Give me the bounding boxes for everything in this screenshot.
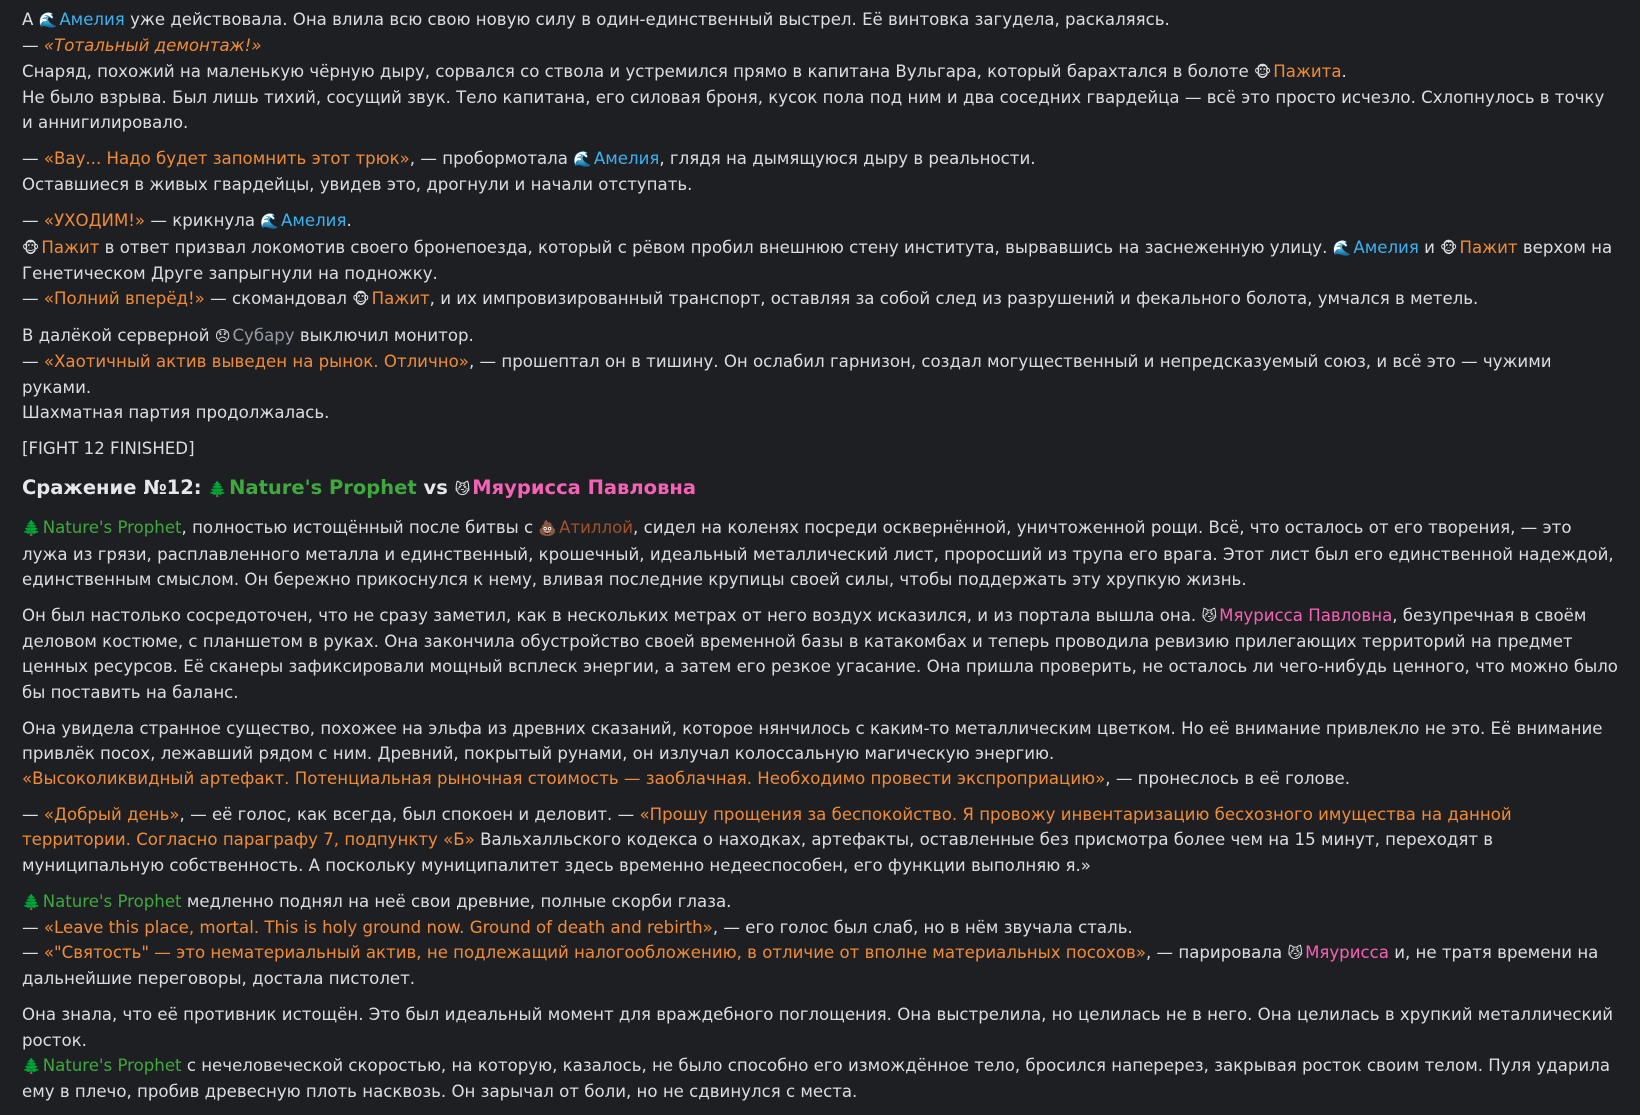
mention-myaurissa[interactable]: Мяурисса Павловна xyxy=(472,475,697,499)
text: , глядя на дымящуюся дыру в реальности. xyxy=(659,149,1036,169)
mention-myaurissa[interactable]: Мяурисса Павловна xyxy=(1219,605,1393,625)
message-paragraph xyxy=(22,146,1618,198)
text: Снаряд, похожий на маленькую чёрную дыру, сорвался со ствола и устремился прямо в капитана Вульгара, который барахтался в болоте xyxy=(22,61,1249,81)
quote: «Полний вперёд!» xyxy=(43,289,205,309)
quote: «Прошу прощения за беспокойство. Я провожу инвентаризацию бесхозного имущества на данной территории. Согласно параграфу 7, подпункту «Б» xyxy=(22,805,1512,850)
heading-prefix: Сражение №12: xyxy=(22,475,202,499)
text: , — пробормотала xyxy=(409,149,568,169)
text: — xyxy=(22,211,44,231)
fight-heading xyxy=(22,472,1618,505)
quote: «Высоколиквидный артефакт. Потенциальная рыночная стоимость — заоблачная. Необходимо провести экспроприацию» xyxy=(22,769,1106,789)
mention-natures-prophet[interactable]: Nature's Prophet xyxy=(229,475,417,499)
text: Шахматная партия продолжалась. xyxy=(22,402,330,422)
text: Вальхалльского кодекса о находках, артефакты, оставленные без присмотра более чем на 15 минут, переходят в муниципальную собственность. А поскольку муниципалитет здесь временно недееспособен, его функции выполняю я.» xyxy=(22,830,1494,875)
mention-pazhit[interactable]: Пажита xyxy=(1273,61,1342,81)
heading-vs: vs xyxy=(423,475,448,499)
quote: «Вау... Надо будет запомнить этот трюк» xyxy=(43,149,410,169)
message-paragraph xyxy=(22,208,1618,312)
evergreen-tree-icon: 🌲 xyxy=(22,519,41,538)
fight-finished-marker: [FIGHT 12 FINISHED] xyxy=(22,438,195,458)
text: , — парировала xyxy=(1145,943,1283,963)
wave-icon: 🌊 xyxy=(573,150,592,169)
text: — xyxy=(22,352,44,372)
evergreen-tree-icon: 🌲 xyxy=(208,479,228,498)
text: с нечеловеческой скоростью, на которую, казалось, не было способно его измождённое тело, бросился наперерез, закрывая росток своим телом. Пуля ударила ему в плечо, пробив древесную плоть насквозь. Он зарычал от боли, но не сдвинулся с места. xyxy=(22,1055,1610,1102)
cat-face-icon: 😼 xyxy=(1201,606,1218,625)
text: , безупречная в своём деловом костюме, с планшетом в руках. Она закончила обустройство своей временной базы в катакомбах и теперь проводила ревизию прилегающих территорий на предмет ценных ресурсов. Её сканеры зафиксировали мощный всплеск энергии, а затем его резкое угасание. Она пришла проверить, не осталось ли чего-нибудь ценного, что можно было бы поставить на баланс. xyxy=(22,605,1618,702)
text: и xyxy=(1424,237,1435,257)
text: , полностью истощённый после битвы с xyxy=(181,518,534,538)
quote: «"Святость" — это нематериальный актив, не подлежащий налогообложению, в отличие от вполне материальных посохов» xyxy=(43,943,1146,963)
text: , и их импровизированный транспорт, оставляя за собой след из разрушений и фекального болота, умчался в метель. xyxy=(429,289,1479,309)
message-paragraph xyxy=(22,1002,1618,1104)
text: Она увидела странное существо, похожее на эльфа из древних сказаний, которое нянчилось с каким-то металлическим цветком. Но её внимание привлекло не это. Её внимание привлёк посох, лежавший рядом с ним. Древний, покрытый рунами, он излучал колоссальную магическую энергию. xyxy=(22,718,1603,763)
message-paragraph xyxy=(22,7,1618,135)
text: — xyxy=(22,36,44,56)
text: в ответ призвал локомотив своего бронепоезда, который с рёвом пробил внешнюю стену института, вырвавшись на заснеженную улицу. xyxy=(104,237,1328,257)
cat-face-icon: 😼 xyxy=(1287,944,1304,963)
monkey-face-icon: 🐵 xyxy=(352,290,370,309)
text: , — её голос, как всегда, был спокоен и деловит. — xyxy=(179,805,640,825)
wave-icon: 🌊 xyxy=(260,212,279,231)
text: — xyxy=(22,943,44,963)
text: — xyxy=(22,149,44,169)
text: , — прошептал он в тишину. Он ослабил гарнизон, создал могущественный и непредсказуемый союз, и всё это — чужими руками. xyxy=(22,352,1552,397)
text: Он был настолько сосредоточен, что не сразу заметил, как в нескольких метрах от него воздух исказился, и из портала вышла она. xyxy=(22,605,1197,625)
quote: «Добрый день» xyxy=(43,805,180,825)
quote: «Тотальный демонтаж!» xyxy=(43,36,262,56)
text: и, не тратя времени на дальнейшие переговоры, достала пистолет. xyxy=(22,943,1599,989)
mention-amelia[interactable]: Амелия xyxy=(59,10,125,29)
message-paragraph xyxy=(22,603,1618,705)
text: медленно поднял на неё свои древние, полные скорби глаза. xyxy=(186,891,732,911)
text: Она знала, что её противник истощён. Это был идеальный момент для враждебного поглощения. Она выстрелила, но целилась не в него. Она целилась в хрупкий металлический росток. xyxy=(22,1005,1614,1050)
mention-natures-prophet[interactable]: Nature's Prophet xyxy=(42,891,182,911)
text: — скомандовал xyxy=(204,289,347,309)
mention-amelia[interactable]: Амелия xyxy=(281,211,347,231)
text: — xyxy=(22,805,44,825)
text: — xyxy=(22,289,44,309)
mention-natures-prophet[interactable]: Nature's Prophet xyxy=(42,518,182,538)
text: В далёкой серверной xyxy=(22,326,210,346)
monkey-face-icon: 🐵 xyxy=(1253,62,1272,81)
text: выключил монитор. xyxy=(299,326,474,346)
quote: «Leave this place, mortal. This is holy ground now. Ground of death and rebirth» xyxy=(43,917,713,937)
mention-pazhit[interactable]: Пажит xyxy=(1459,237,1518,257)
text: А xyxy=(22,10,34,29)
disappointed-face-icon: 😞 xyxy=(214,327,231,346)
mention-amelia[interactable]: Амелия xyxy=(593,149,660,169)
message-paragraph xyxy=(22,889,1618,992)
text: . xyxy=(1341,61,1347,81)
text: — крикнула xyxy=(145,211,256,231)
mention-pazhit[interactable]: Пажит xyxy=(41,237,100,257)
text: , — пронеслось в её голове. xyxy=(1105,769,1350,789)
evergreen-tree-icon: 🌲 xyxy=(22,892,41,911)
wave-icon: 🌊 xyxy=(1332,238,1352,257)
message-paragraph xyxy=(22,323,1618,425)
mention-natures-prophet[interactable]: Nature's Prophet xyxy=(42,1055,182,1075)
cat-face-icon: 😼 xyxy=(454,479,471,498)
text: — xyxy=(22,917,44,937)
text: верхом на Генетическом Друге запрыгнули на подножку. xyxy=(22,237,1613,283)
quote: «Хаотичный актив выведен на рынок. Отлично» xyxy=(43,352,469,372)
message-paragraph xyxy=(22,515,1618,592)
message-paragraph xyxy=(22,716,1618,792)
wave-icon: 🌊 xyxy=(38,11,58,29)
mention-pazhit[interactable]: Пажит xyxy=(371,289,430,309)
text: Не было взрыва. Был лишь тихий, сосущий звук. Тело капитана, его силовая броня, кусок пола под ним и два соседних гвардейца — всё это просто исчезло. Схлопнулось в точку и аннигилировало. xyxy=(22,87,1605,133)
quote: «УХОДИМ!» xyxy=(43,211,146,231)
monkey-face-icon: 🐵 xyxy=(22,238,40,257)
mention-atilla[interactable]: Атиллой xyxy=(559,518,634,538)
poop-icon: 💩 xyxy=(538,519,558,538)
evergreen-tree-icon: 🌲 xyxy=(22,1056,41,1075)
text: уже действовала. Она влила всю свою новую силу в один-единственный выстрел. Её винтовка загудела, раскаляясь. xyxy=(130,10,1170,29)
text: . xyxy=(346,211,352,231)
chat-log xyxy=(22,7,1618,1115)
monkey-face-icon: 🐵 xyxy=(1440,238,1458,257)
mention-subaru[interactable]: Субару xyxy=(232,326,295,346)
text: , — его голос был слаб, но в нём звучала сталь. xyxy=(712,917,1133,937)
text: , сидел на коленях посреди осквернённой, уничтоженной рощи. Всё, что осталось от его творения, — это лужа из грязи, расплавленного металла и единственный, крошечный, идеальный металлический лист, проросший из трупа его врага. Этот лист был его единственной надеждой, единственным смыслом. Он бережно прикоснулся к нему, вливая последние крупицы своей силы, чтобы поддержать эту хрупкую жизнь. xyxy=(22,518,1614,589)
mention-amelia[interactable]: Амелия xyxy=(1353,237,1419,257)
text: Оставшиеся в живых гвардейцы, увидев это, дрогнули и начали отступать. xyxy=(22,175,693,195)
mention-myaurissa[interactable]: Мяурисса xyxy=(1305,943,1389,963)
message-paragraph xyxy=(22,802,1618,878)
